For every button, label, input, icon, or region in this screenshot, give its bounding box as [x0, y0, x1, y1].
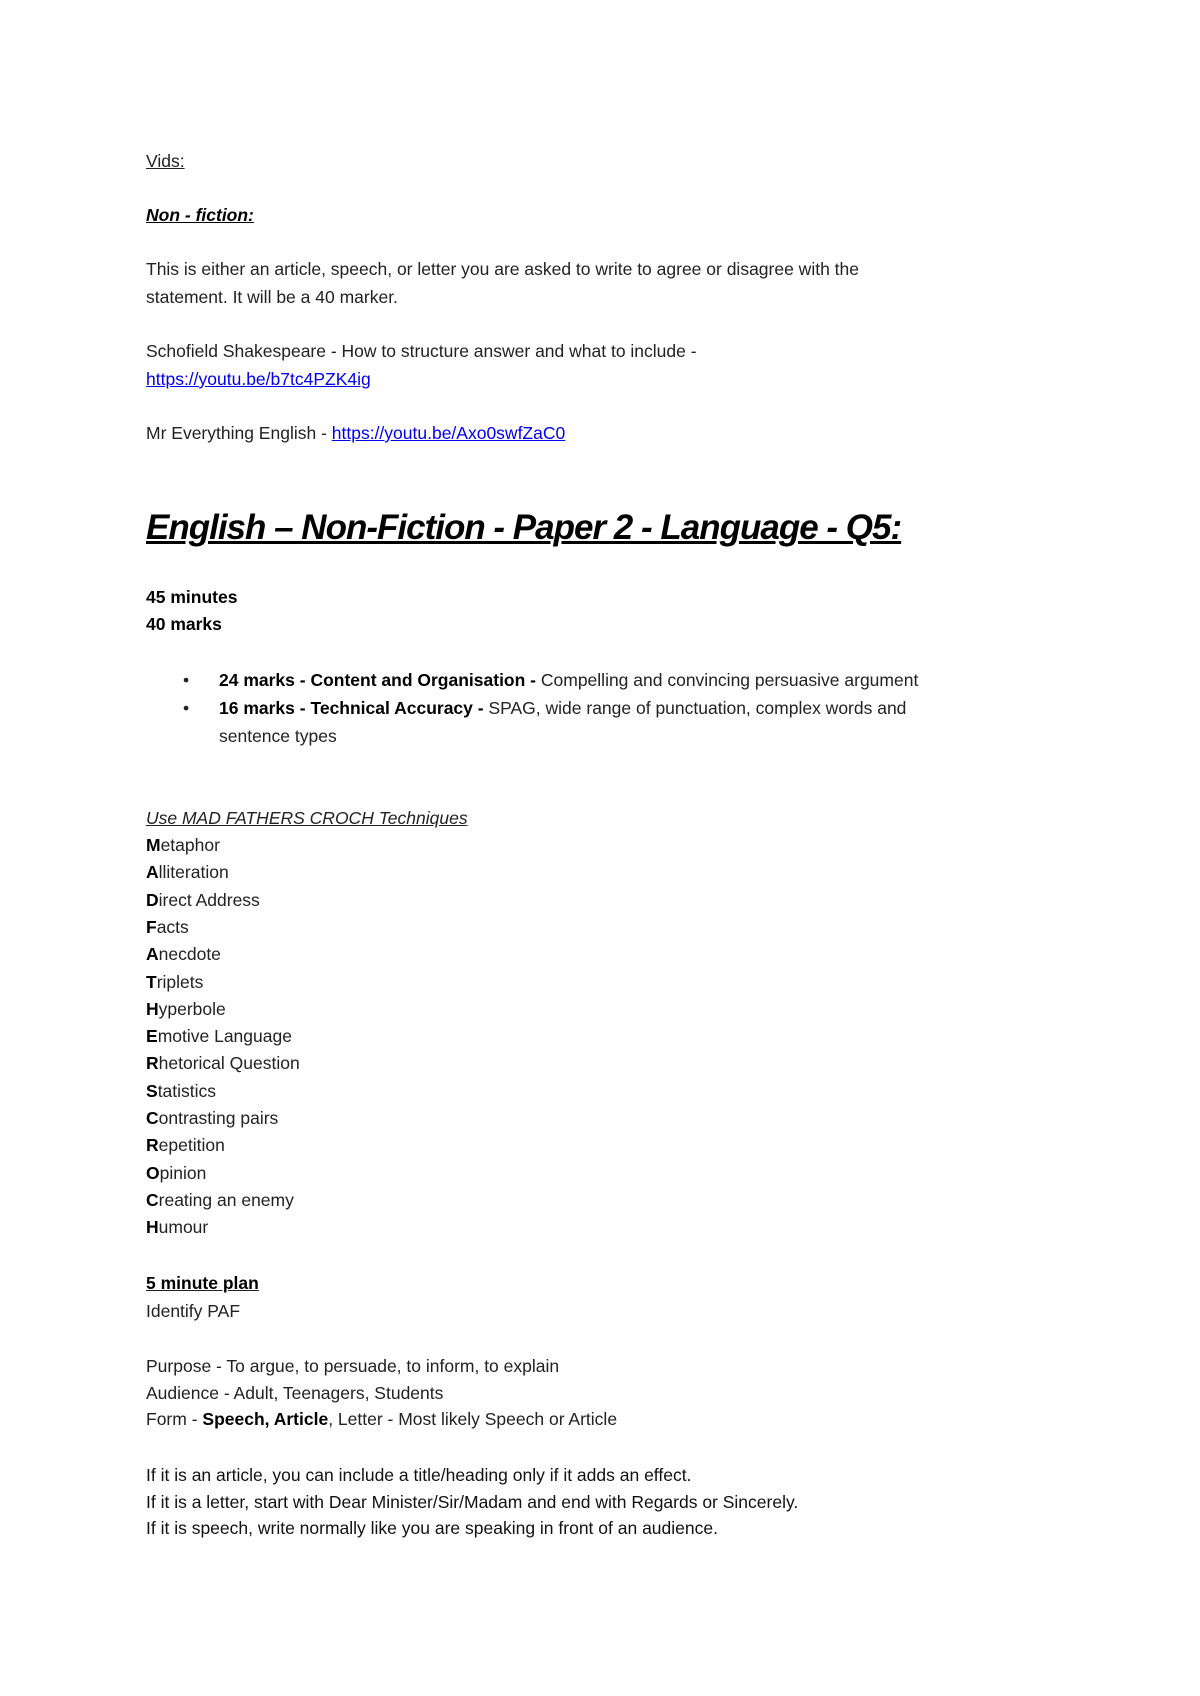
technique-item — [146, 1134, 225, 1156]
technique-rest: lliteration — [158, 862, 229, 883]
intro-line: This is either an article, speech, or letter you are asked to write to agree or disagree with the — [146, 259, 859, 279]
purpose-text: Purpose - To argue, to persuade, to inform, to explain — [146, 1356, 560, 1376]
technique-item — [146, 1052, 300, 1074]
technique-item — [146, 943, 221, 965]
technique-initial: H — [146, 1217, 159, 1238]
technique-rest: pinion — [159, 1162, 207, 1183]
technique-rest: etaphor — [160, 835, 220, 855]
technique-rest: reating an enemy — [158, 1189, 294, 1210]
technique-item — [146, 889, 260, 911]
technique-item — [146, 861, 229, 883]
technique-initial: M — [146, 835, 161, 855]
bullet-bold: 16 marks - Technical Accuracy - — [219, 698, 489, 718]
technique-initial: R — [146, 1135, 159, 1156]
technique-item — [146, 1025, 292, 1047]
video1-link[interactable]: https://youtu.be/b7tc4PZK4ig — [146, 369, 371, 389]
technique-rest: motive Language — [157, 1026, 292, 1047]
form-text — [146, 1408, 617, 1430]
technique-initial: S — [146, 1080, 158, 1101]
plan-heading: 5 minute plan — [146, 1273, 259, 1293]
form-bold: Speech, Article — [202, 1409, 329, 1429]
techniques-heading: Use MAD FATHERS CROCH Techniques — [146, 808, 468, 828]
form-rest: , Letter - Most likely Speech or Article — [328, 1409, 618, 1429]
vids-heading: Vids: — [146, 151, 185, 171]
technique-initial: T — [146, 971, 157, 992]
technique-rest: acts — [156, 916, 189, 937]
technique-rest: hetorical Question — [158, 1053, 300, 1074]
technique-item — [146, 834, 220, 856]
technique-item — [146, 1189, 294, 1211]
bullet-text: Compelling and convincing persuasive argument — [540, 670, 919, 690]
bullet-bold: 24 marks - Content and Organisation - — [219, 670, 541, 690]
rule-text: If it is speech, write normally like you are speaking in front of an audience. — [146, 1518, 718, 1538]
page-title: English – Non-Fiction - Paper 2 - Language - Q5: — [146, 508, 902, 547]
identify-text: Identify PAF — [146, 1301, 241, 1321]
list-item — [219, 697, 906, 719]
technique-rest: ontrasting pairs — [158, 1108, 279, 1128]
bullet-icon: • — [183, 698, 190, 718]
bullet-continuation: sentence types — [219, 726, 337, 746]
rule-text: If it is a letter, start with Dear Minister/Sir/Madam and end with Regards or Sincerely. — [146, 1492, 799, 1512]
bullet-text: SPAG, wide range of punctuation, complex words and — [488, 698, 907, 718]
audience-text: Audience - Adult, Teenagers, Students — [146, 1383, 444, 1403]
technique-rest: irect Address — [158, 889, 260, 910]
technique-item — [146, 998, 226, 1020]
video2-link[interactable]: https://youtu.be/Axo0swfZaC0 — [331, 423, 566, 443]
technique-initial: E — [146, 1026, 158, 1047]
time: 45 minutes — [146, 587, 238, 607]
technique-rest: riplets — [156, 971, 204, 992]
technique-initial: A — [146, 862, 159, 883]
nonfiction-heading: Non - fiction: — [146, 205, 254, 225]
bullet-icon: • — [183, 670, 190, 690]
technique-initial: O — [146, 1162, 160, 1183]
video2-label: Mr Everything English - — [146, 423, 332, 443]
technique-item — [146, 971, 203, 993]
technique-item — [146, 916, 189, 938]
intro-line: statement. It will be a 40 marker. — [146, 287, 398, 307]
technique-rest: tatistics — [157, 1080, 217, 1101]
technique-initial: H — [146, 998, 159, 1019]
technique-item — [146, 1080, 216, 1102]
technique-item — [146, 1107, 278, 1129]
video1-label: Schofield Shakespeare - How to structure answer and what to include - — [146, 341, 697, 361]
technique-rest: yperbole — [158, 998, 226, 1019]
technique-initial: R — [146, 1053, 159, 1074]
technique-initial: D — [146, 889, 159, 910]
technique-rest: epetition — [158, 1135, 225, 1156]
technique-initial: F — [146, 916, 157, 937]
technique-initial: C — [146, 1108, 159, 1128]
technique-initial: C — [146, 1189, 159, 1210]
form-prefix: Form - — [146, 1409, 203, 1429]
rule-text: If it is an article, you can include a title/heading only if it adds an effect. — [146, 1465, 692, 1485]
technique-item — [146, 1162, 206, 1184]
technique-rest: umour — [158, 1217, 209, 1238]
technique-initial: A — [146, 944, 159, 965]
technique-item — [146, 1216, 208, 1238]
marks: 40 marks — [146, 614, 222, 634]
technique-rest: necdote — [158, 944, 221, 965]
list-item — [219, 669, 918, 691]
